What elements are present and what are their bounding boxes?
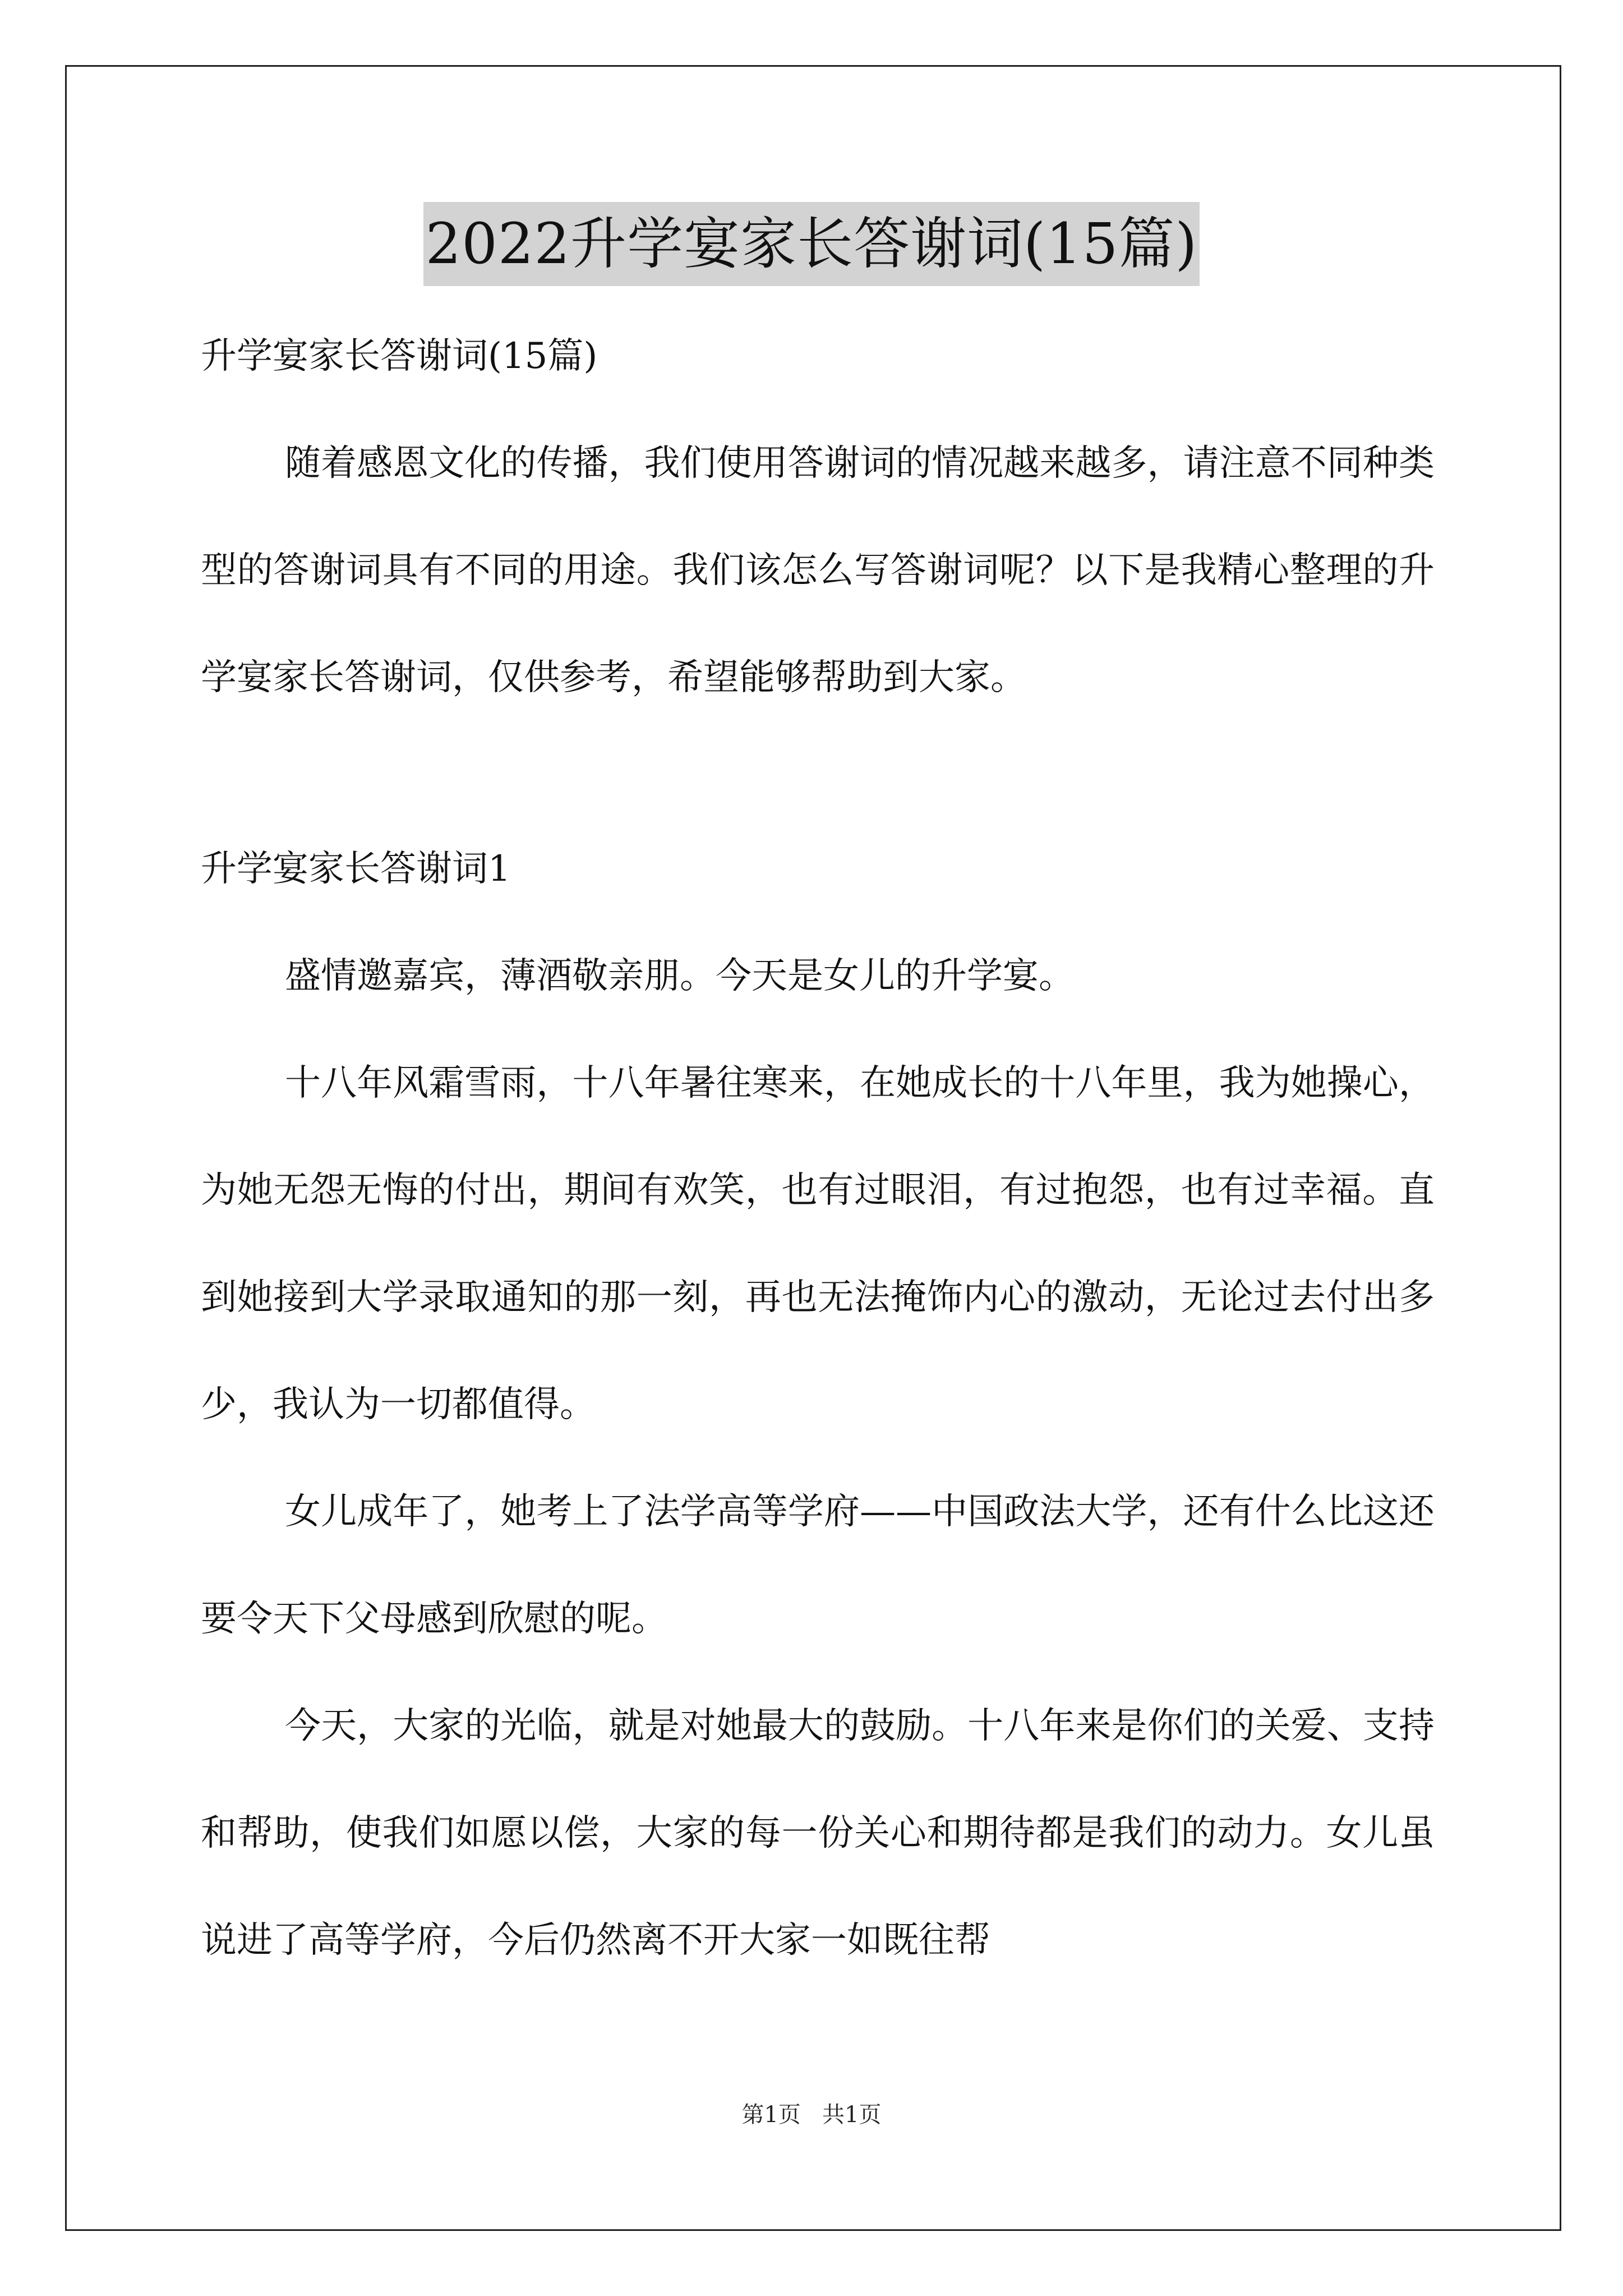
body-paragraph: 盛情邀嘉宾，薄酒敬亲朋。今天是女儿的升学宴。 (285, 955, 1075, 997)
title-container (0, 202, 1623, 286)
body-paragraph: 十八年风霜雪雨，十八年暑往寒来，在她成长的十八年里，我为她操心，为她无怨无悔的付出，期间有欢笑，也有过眼泪，有过抱怨，也有过幸福。直到她接到大学录取通知的那一刻，再也无法掩饰内心的激动，无论过去付出多少，我认为一切都值得。 (201, 1062, 1435, 1425)
body-paragraph: 女儿成年了，她考上了法学高等学府——中国政法大学，还有什么比这还要令天下父母感到欣慰的呢。 (201, 1491, 1435, 1640)
intro-paragraph: 随着感恩文化的传播，我们使用答谢词的情况越来越多，请注意不同种类型的答谢词具有不同的用途。我们该怎么写答谢词呢？以下是我精心整理的升学宴家长答谢词，仅供参考，希望能够帮助到大家。 (201, 443, 1435, 698)
document-subtitle: 升学宴家长答谢词(15篇) (201, 335, 598, 377)
body-paragraph: 今天，大家的光临，就是对她最大的鼓励。十八年来是你们的关爱、支持和帮助，使我们如愿以偿，大家的每一份关心和期待都是我们的动力。女儿虽说进了高等学府，今后仍然离不开大家一如既往帮 (201, 1705, 1435, 1961)
document-body (201, 303, 1435, 1994)
document-title: 2022升学宴家长答谢词(15篇) (423, 202, 1200, 286)
section-heading: 升学宴家长答谢词1 (201, 848, 511, 890)
page-footer: 第1页 共1页 (741, 2102, 882, 2128)
